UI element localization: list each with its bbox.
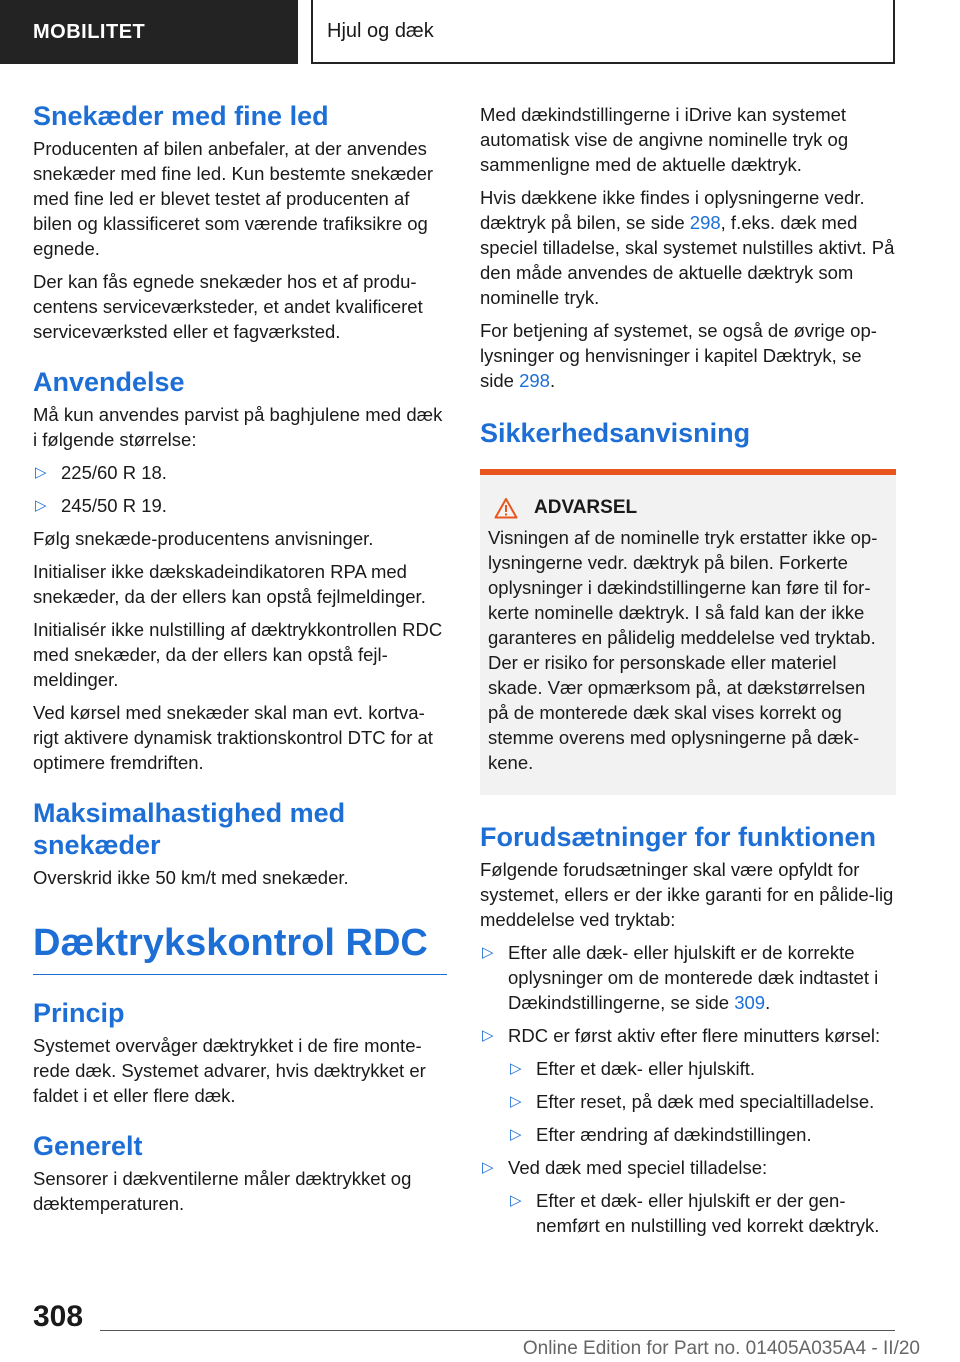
page-header [0, 0, 960, 64]
sub-list-item: ▷ Efter et dæk- eller hjulskift. [510, 1058, 755, 1079]
triangle-bullet-icon: ▷ [482, 1027, 494, 1044]
list-item: ▷ RDC er først aktiv efter flere minutters kørsel: ▷ Efter et dæk- eller hjulskift. ▷ Efter reset, på dæk med specialtilladelse. ▷ Efter ændring af dækindstillingen. [480, 1023, 896, 1147]
paragraph: Med dækindstillingerne i iDrive kan systemet automatisk vise de angivne nominelle tryk og sammenligne med de aktuelle dæktryk. [480, 104, 849, 175]
paragraph: Der kan fås egnede snekæder hos et af produ-centens serviceværksteder, et andet kvalificeret serviceværksted eller et fagværksted. [33, 271, 423, 342]
footer-divider [100, 1330, 895, 1331]
triangle-bullet-icon: ▷ [510, 1126, 522, 1143]
page-number: 308 [33, 1300, 84, 1333]
heading-snow-chains: Snekæder med fine led [33, 101, 329, 131]
warning-title: ADVARSEL [488, 497, 888, 519]
right-column [480, 102, 896, 1246]
page-link[interactable]: 298 [519, 370, 550, 391]
triangle-bullet-icon: ▷ [510, 1192, 522, 1209]
heading-use: Anvendelse [33, 367, 185, 397]
sub-list [508, 1188, 896, 1238]
triangle-bullet-icon: ▷ [482, 1159, 494, 1176]
heading-requirements: Forudsætninger for funktionen [480, 822, 876, 852]
list-item: ▷ 225/60 R 18. [35, 462, 167, 483]
size-list [33, 460, 447, 518]
section-tab[interactable]: MOBILITET [0, 0, 298, 64]
sub-list-item: ▷ Efter et dæk- eller hjulskift er der gen-nemført en nulstilling ved korrekt dæktryk. [510, 1190, 880, 1236]
left-column [33, 100, 447, 1224]
paragraph: Følg snekæde-producentens anvisninger. [33, 528, 374, 549]
paragraph: Må kun anvendes parvist på baghjulene med dæk i følgende størrelse: [33, 404, 443, 450]
paragraph: Producenten af bilen anbefaler, at der anvendes snekæder med fine led. Kun bestemte snekæder med fine led er blevet testet af producenten af bilen og klassificeret som værende trafiksikre og egnede. [33, 138, 434, 259]
requirements-list [480, 940, 896, 1238]
page-link[interactable]: 298 [689, 212, 721, 233]
paragraph: Initialisér ikke nulstilling af dæktrykkontrollen RDC med snekæder, da der ellers kan opstå fejl-meldinger. [33, 619, 443, 690]
sub-list-item: ▷ Efter reset, på dæk med specialtilladelse. [510, 1091, 875, 1112]
paragraph: Ved kørsel med snekæder skal man evt. kortva-rigt aktivere dynamisk traktionskontrol DTC for at optimere fremdriften. [33, 702, 433, 773]
warning-triangle-icon [494, 497, 518, 519]
paragraph: Overskrid ikke 50 km/t med snekæder. [33, 867, 349, 888]
paragraph: Sensorer i dækventilerne måler dæktrykket og dæktemperaturen. [33, 1168, 412, 1214]
paragraph: Hvis dækkene ikke findes i oplysningerne vedr. dæktryk på bilen, se side 298, f.eks. dæk med speciel tilladelse, skal systemet nulstilles aktivt. På den måde anvendes de aktuelle dæktryk som nominelle tryk. [480, 187, 895, 308]
paragraph: For betjening af systemet, se også de øvrige op-lysninger og henvisninger i kapitel Dæktryk, se side 298. [480, 320, 877, 391]
paragraph: Følgende forudsætninger skal være opfyldt for systemet, ellers er der ikke garanti for en pålide-lig meddelelse ved tryktab: [480, 859, 894, 930]
triangle-bullet-icon: ▷ [510, 1060, 522, 1077]
sub-list [508, 1056, 896, 1147]
paragraph: Systemet overvåger dæktrykket i de fire monte-rede dæk. Systemet advarer, hvis dæktrykket er faldet i et eller flere dæk. [33, 1035, 426, 1106]
warning-box [480, 475, 896, 795]
topic-tab[interactable]: Hjul og dæk [311, 0, 895, 64]
triangle-bullet-icon: ▷ [510, 1093, 522, 1110]
heading-safety: Sikkerhedsanvisning [480, 418, 751, 448]
chapter-title: Dæktrykskontrol RDC [33, 920, 447, 975]
warning-text: Visningen af de nominelle tryk erstatter ikke op-lysningerne vedr. dæktryk på bilen. Forkerte oplysninger i dækindstillingerne kan føre til for-kerte nominelle dæktryk. I så fald kan der ikke garanteres en pålidelig meddelelse ved tryktab. Der er risiko for personskade eller materiel skade. Vær opmærksom på, at dækstørrelsen på de monterede dæk skal vises korrekt og stemme overens med oplysningerne på dæk-kene. [488, 527, 878, 773]
heading-general: Generelt [33, 1131, 143, 1161]
list-item: ▷ Efter alle dæk- eller hjulskift er de korrekte oplysninger om de monterede dæk indtastet i Dækindstillingerne, se side 309. [482, 942, 879, 1013]
sub-list-item: ▷ Efter ændring af dækindstillingen. [510, 1124, 812, 1145]
triangle-bullet-icon: ▷ [482, 944, 494, 961]
list-item: ▷ 245/50 R 19. [35, 495, 167, 516]
paragraph: Initialiser ikke dækskadeindikatoren RPA med snekæder, da der ellers kan opstå fejlmeldinger. [33, 561, 426, 607]
edition-text: Online Edition for Part no. 01405A035A4 - II/20 [522, 1338, 920, 1359]
triangle-bullet-icon: ▷ [35, 464, 47, 481]
triangle-bullet-icon: ▷ [35, 497, 47, 514]
heading-principle: Princip [33, 998, 125, 1028]
page-link[interactable]: 309 [734, 992, 766, 1013]
list-item: ▷ Ved dæk med speciel tilladelse: ▷ Efter et dæk- eller hjulskift er der gen-nemført en nulstilling ved korrekt dæktryk. [480, 1155, 896, 1238]
heading-max-speed: Maksimalhastighed med snekæder [33, 798, 346, 860]
